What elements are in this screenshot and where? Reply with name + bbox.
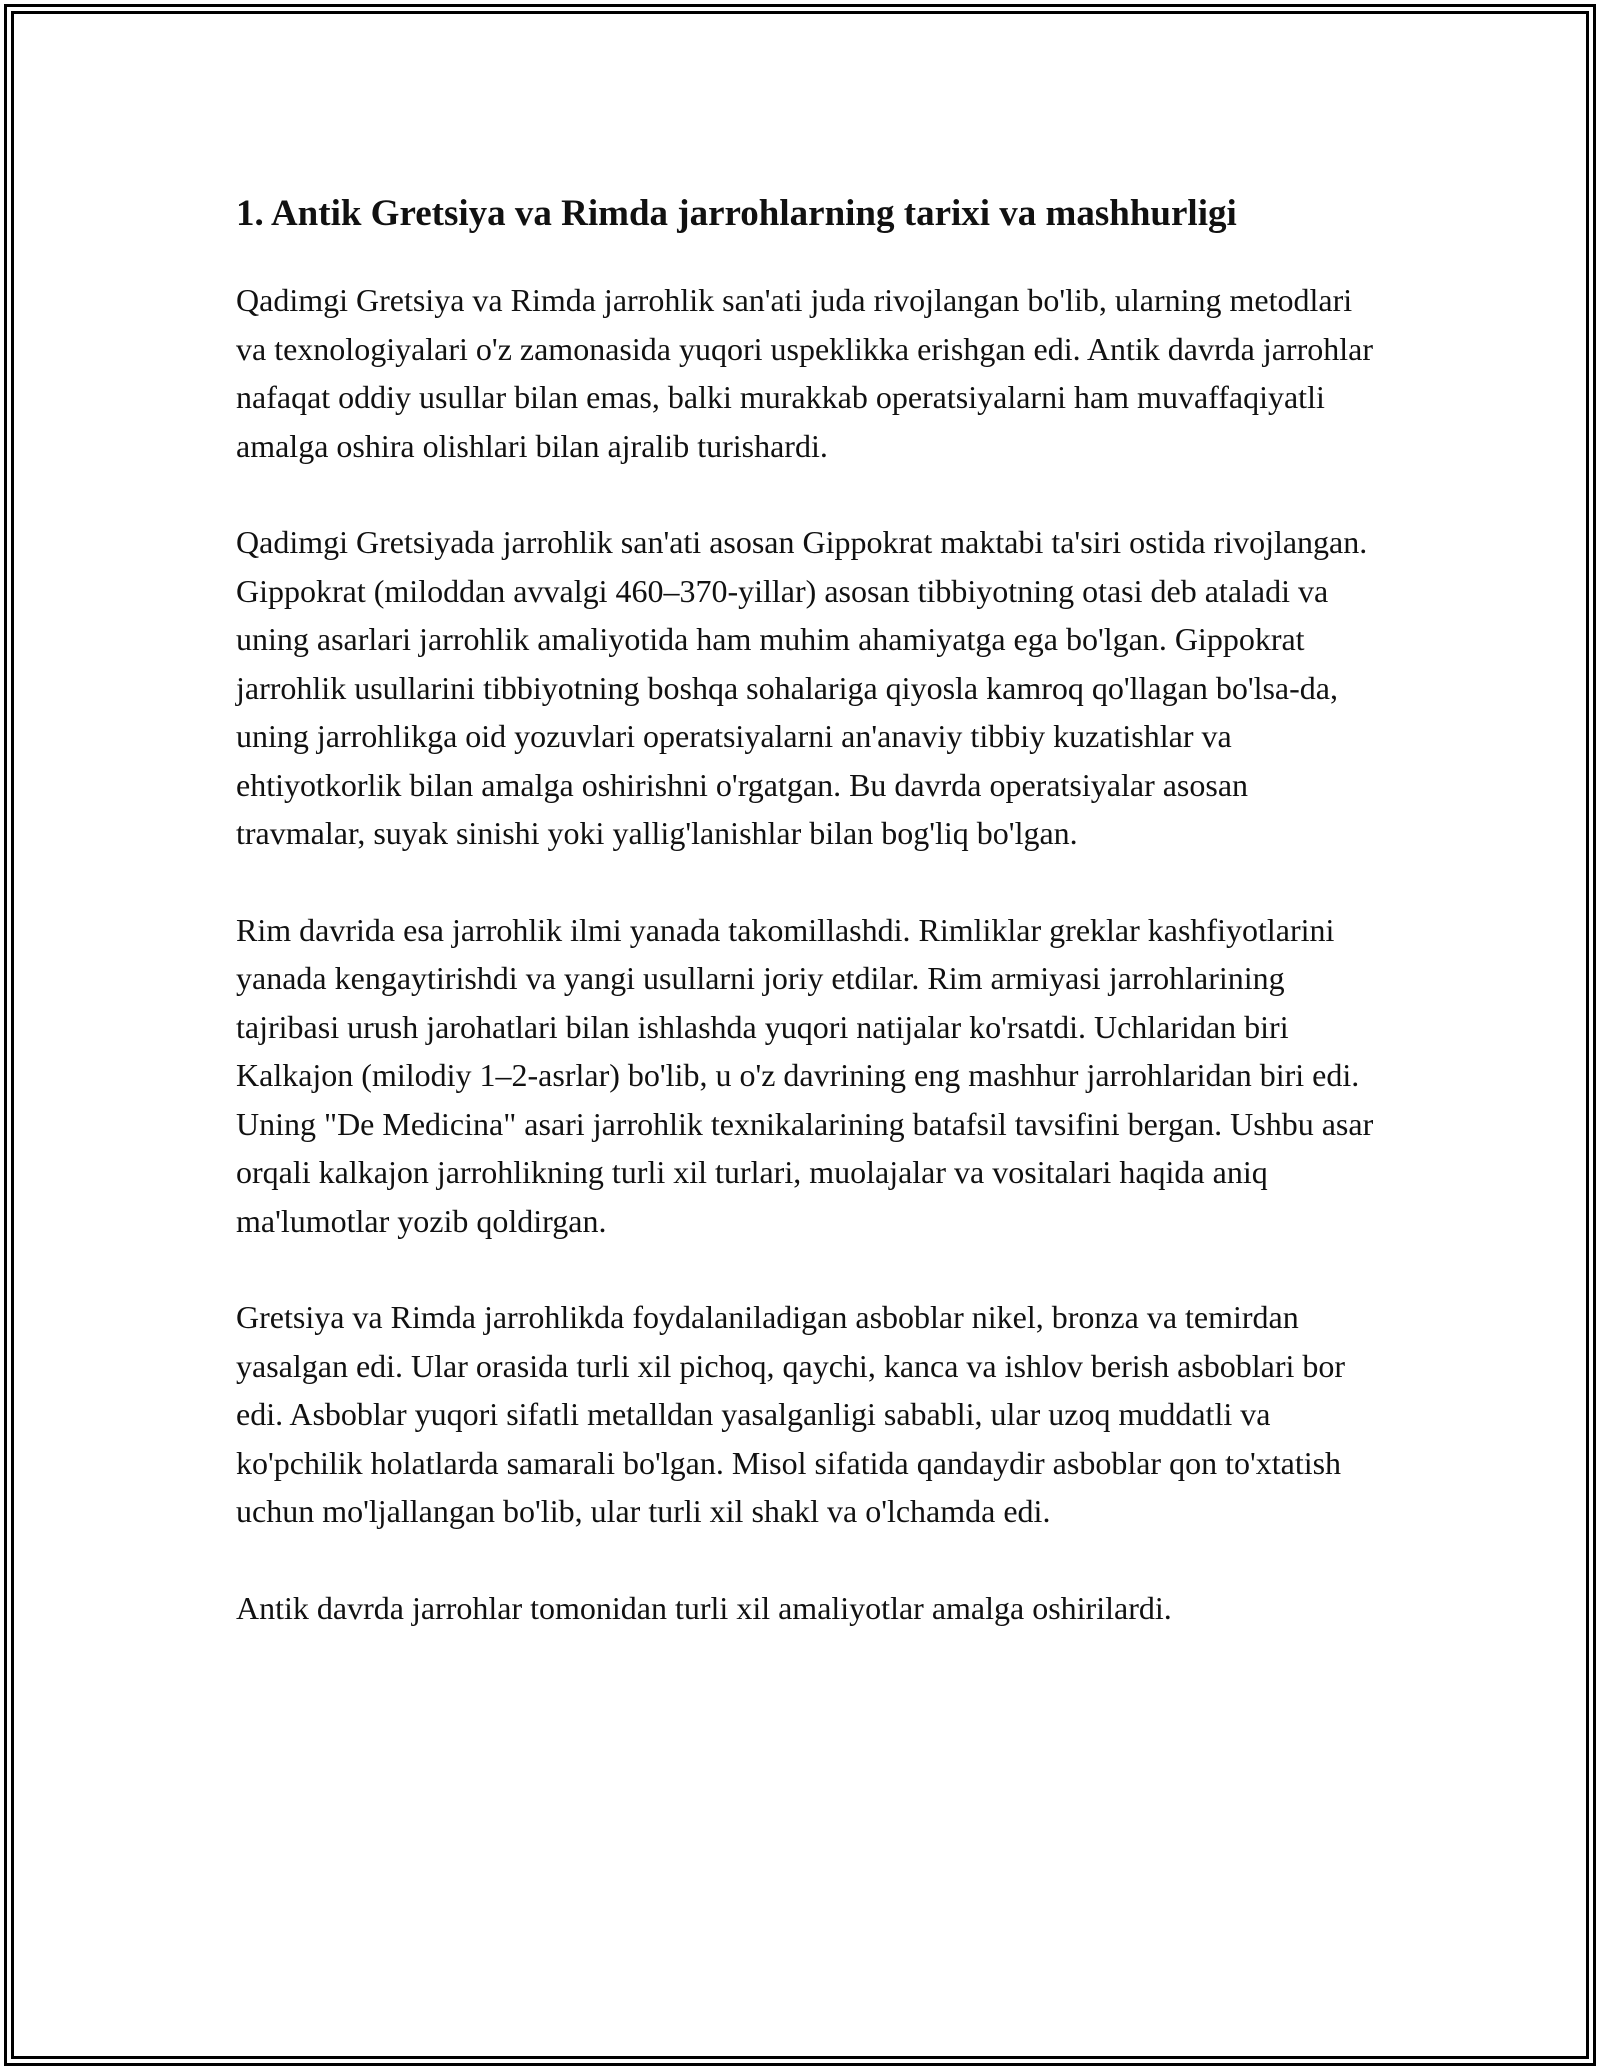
paragraph-5: Antik davrda jarrohlar tomonidan turli xil amaliyotlar amalga oshirilardi. [236, 1589, 1172, 1626]
paragraph-3: Rim davrida esa jarrohlik ilmi yanada takomillashdi. Rimliklar greklar kashfiyotlarini yanada kengaytirishdi va yangi usullarni joriy etdilar. Rim armiyasi jarrohlarining tajribasi urush jarohatlari bilan ishlashda yuqori natijalar ko'rsatdi. Uchlaridan biri Kalkajon (milodiy 1–2-asrlar) bo'lib, u o'z davrining eng mashhur jarrohlaridan biri edi. Uning "De Medicina" asari jarrohlik texnikalarining batafsil tavsifini bergan. Ushbu asar orqali kalkajon jarrohlikning turli xil turlari, muolajalar va vositalari haqida aniq ma'lumotlar yozib qoldirgan. [236, 911, 1374, 1239]
document-body [236, 186, 1376, 1680]
paragraph-2: Qadimgi Gretsiyada jarrohlik san'ati asosan Gippokrat maktabi ta'siri ostida rivojlangan. Gippokrat (miloddan avvalgi 460–370-yillar) asosan tibbiyotning otasi deb ataladi va uning asarlari jarrohlik amaliyotida ham muhim ahamiyatga ega bo'lgan. Gippokrat jarrohlik usullarini tibbiyotning boshqa sohalariga qiyosla kamroq qo'llagan bo'lsa-da, uning jarrohlikga oid yozuvlari operatsiyalarni an'anaviy tibbiy kuzatishlar va ehtiyotkorlik bilan amalga oshirishni o'rgatgan. Bu davrda operatsiyalar asosan travmalar, suyak sinishi yoki yallig'lanishlar bilan bog'liq bo'lgan. [236, 524, 1368, 851]
section-heading: 1. Antik Gretsiya va Rimda jarrohlarning tarixi va mashhurligi [236, 193, 1237, 234]
paragraph-4: Gretsiya va Rimda jarrohlikda foydalaniladigan asboblar nikel, bronza va temirdan yasalgan edi. Ular orasida turli xil pichoq, qaychi, kanca va ishlov berish asboblari bor edi. Asboblar yuqori sifatli metalldan yasalganligi sababli, ular uzoq muddatli va ko'pchilik holatlarda samarali bo'lgan. Misol sifatida qandaydir asboblar qon to'xtatish uchun mo'ljallangan bo'lib, ular turli xil shakl va o'lchamda edi. [236, 1299, 1346, 1529]
paragraph-1: Qadimgi Gretsiya va Rimda jarrohlik san'ati juda rivojlangan bo'lib, ularning metodlari va texnologiyalari o'z zamonasida yuqori uspeklikka erishgan edi. Antik davrda jarrohlar nafaqat oddiy usullar bilan emas, balki murakkab operatsiyalarni ham muvaffaqiyatli amalga oshira olishlari bilan ajralib turishardi. [236, 282, 1373, 464]
